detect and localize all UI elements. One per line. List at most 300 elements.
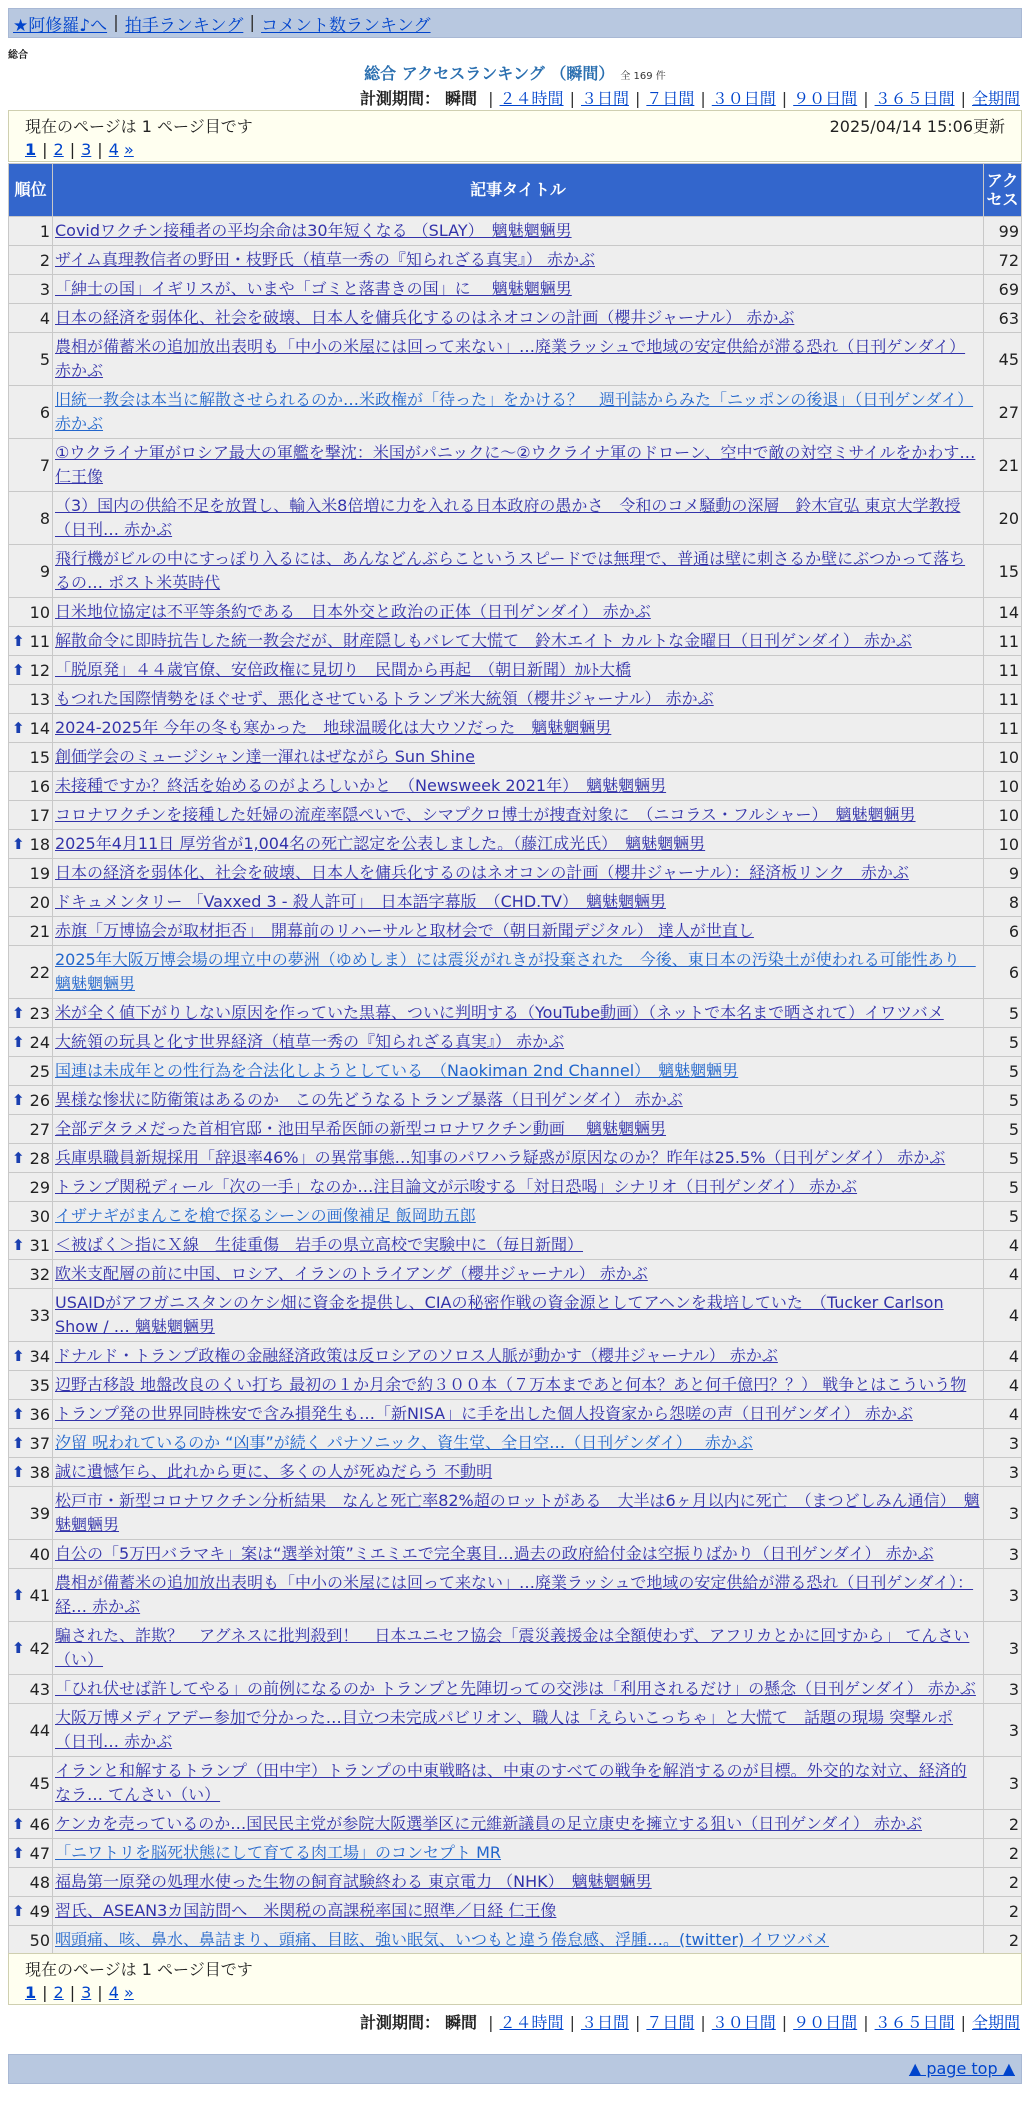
period-link[interactable]: 全期間 xyxy=(971,89,1020,108)
rank-number: 6 xyxy=(39,402,50,422)
title-cell xyxy=(53,772,984,801)
rank-number: 28 xyxy=(29,1148,50,1168)
title-cell xyxy=(53,999,984,1028)
next-page-link[interactable]: » xyxy=(123,1983,134,2002)
rank-cell xyxy=(9,1926,53,1955)
article-link[interactable]: 未接種ですか？終活を始めるのがよろしいかと （Newsweek 2021年） 魑魅魍魎男 xyxy=(55,776,667,795)
access-count: 5 xyxy=(984,1028,1022,1057)
access-count: 4 xyxy=(984,1342,1022,1371)
rank-cell xyxy=(9,1289,53,1342)
rank-cell xyxy=(9,1540,53,1569)
rank-cell xyxy=(9,888,53,917)
article-link[interactable]: 2024-2025年 今年の冬も寒かった 地球温暖化は大ウソだった 魑魅魍魎男 xyxy=(55,718,612,737)
article-link[interactable]: ドナルド・トランプ政権の金融経済政策は反ロシアのソロス人脈が動かす（櫻井ジャーナル） 赤かぶ xyxy=(55,1346,778,1365)
period-separator: | xyxy=(569,89,575,108)
period-current: 瞬間 xyxy=(445,89,478,108)
rank-cell xyxy=(9,598,53,627)
period-link[interactable]: ２４時間 xyxy=(499,89,564,108)
article-link[interactable]: ケンカを売っているのか…国民民主党が参院大阪選挙区に元維新議員の足立康史を擁立する狙い（日刊ゲンダイ） 赤かぶ xyxy=(55,1814,923,1833)
rank-number: 13 xyxy=(29,689,50,709)
article-link[interactable]: 習氏、ASEAN3カ国訪問へ 米関税の高課税率国に照準／日経 仁王像 xyxy=(55,1901,557,1920)
article-link[interactable]: ドキュメンタリー 「Vaxxed 3 - 殺人許可」 日本語字幕版 （CHD.TV） 魑魅魍魎男 xyxy=(55,892,666,911)
table-row xyxy=(9,1757,1022,1810)
table-row xyxy=(9,246,1022,275)
rank-number: 32 xyxy=(29,1264,50,1284)
access-count: 99 xyxy=(984,217,1022,246)
article-link[interactable]: ①ウクライナ軍がロシア最大の軍艦を撃沈：米国がパニックに～②ウクライナ軍のドローン、空中で敵の対空ミサイルをかわす… 仁王像 xyxy=(55,443,976,486)
article-link[interactable]: トランプ発の世界同時株安で含み損発生も…「新NISA」に手を出した個人投資家から怨嗟の声（日刊ゲンダイ） 赤かぶ xyxy=(55,1404,913,1423)
rank-number: 7 xyxy=(39,455,50,475)
rank-up-arrow-icon: ⬆ xyxy=(12,1434,25,1452)
article-link[interactable]: 「脱原発」４４歳官僚、安倍政権に見切り 民間から再起 （朝日新聞）ｶﾙﾄ大橋 xyxy=(55,660,632,679)
rank-cell xyxy=(9,743,53,772)
access-count: 2 xyxy=(984,1810,1022,1839)
table-row xyxy=(9,1231,1022,1260)
table-row xyxy=(9,1897,1022,1926)
access-count: 45 xyxy=(984,333,1022,386)
table-row xyxy=(9,1704,1022,1757)
title-cell xyxy=(53,1371,984,1400)
table-row xyxy=(9,1839,1022,1868)
table-row xyxy=(9,598,1022,627)
title-cell xyxy=(53,1173,984,1202)
access-count: 6 xyxy=(984,917,1022,946)
page-separator: | xyxy=(42,140,48,159)
access-count: 5 xyxy=(984,1086,1022,1115)
table-header-row xyxy=(9,164,1022,217)
rank-number: 45 xyxy=(29,1773,50,1793)
rank-cell xyxy=(9,1260,53,1289)
title-cell xyxy=(53,1810,984,1839)
rank-cell xyxy=(9,830,53,859)
period-link[interactable]: ２４時間 xyxy=(499,2013,564,2032)
page-separator: | xyxy=(42,1983,48,2002)
title-cell xyxy=(53,830,984,859)
article-link[interactable]: 日米地位協定は不平等条約である 日本外交と政治の正体（日刊ゲンダイ） 赤かぶ xyxy=(55,602,651,621)
access-count: 3 xyxy=(984,1487,1022,1540)
rank-cell xyxy=(9,1622,53,1675)
period-link[interactable]: ７日間 xyxy=(646,89,695,108)
period-link[interactable]: ３６５日間 xyxy=(874,89,955,108)
period-separator: | xyxy=(700,2013,706,2032)
rank-number: 19 xyxy=(29,863,50,883)
table-row xyxy=(9,1487,1022,1540)
table-row xyxy=(9,627,1022,656)
rank-cell xyxy=(9,714,53,743)
title-cell xyxy=(53,1231,984,1260)
period-link[interactable]: ３日間 xyxy=(580,89,629,108)
page-separator: | xyxy=(69,1983,76,2002)
rank-number: 17 xyxy=(29,805,50,825)
table-row xyxy=(9,217,1022,246)
article-link[interactable]: （3）国内の供給不足を放置し、輸入米8倍増に力を入れる日本政府の愚かさ 令和のコメ騒動の深層 鈴木宣弘 東京大学教授（日刊… 赤かぶ xyxy=(55,496,961,539)
rank-up-arrow-icon: ⬆ xyxy=(12,1004,25,1022)
table-row xyxy=(9,830,1022,859)
article-link[interactable]: 誠に遺憾乍ら、此れから更に、多くの人が死ぬだらう 不動明 xyxy=(55,1462,493,1481)
rank-number: 43 xyxy=(29,1679,50,1699)
rank-cell xyxy=(9,1487,53,1540)
table-row xyxy=(9,917,1022,946)
rank-up-arrow-icon: ⬆ xyxy=(12,1347,25,1365)
table-row xyxy=(9,1289,1022,1342)
table-row xyxy=(9,1342,1022,1371)
title-cell xyxy=(53,1144,984,1173)
title-cell xyxy=(53,946,984,999)
article-link[interactable]: 辺野古移設 地盤改良のくい打ち 最初の１か月余で約３００本（７万本まであと何本？あと何千億円？？） 戦争とはこういう物 xyxy=(55,1375,967,1394)
title-cell xyxy=(53,1057,984,1086)
title-cell xyxy=(53,1086,984,1115)
article-link[interactable]: 2025年4月11日 厚労省が1,004名の死亡認定を公表しました。（藤江成光氏） 魑魅魍魎男 xyxy=(55,834,706,853)
rank-number: 38 xyxy=(29,1462,50,1482)
rank-number: 24 xyxy=(29,1032,50,1052)
rank-up-arrow-icon: ⬆ xyxy=(12,835,25,853)
article-link[interactable]: 汐留 呪われているのか “凶事”が続く パナソニック、資生堂、全日空…（日刊ゲンダイ） 赤かぶ xyxy=(55,1433,753,1452)
rank-cell xyxy=(9,1342,53,1371)
period-link[interactable]: 全期間 xyxy=(971,2013,1020,2032)
rank-number: 20 xyxy=(29,892,50,912)
article-link[interactable]: もつれた国際情勢をほぐせず、悪化させているトランプ米大統領（櫻井ジャーナル） 赤かぶ xyxy=(55,689,714,708)
title-cell xyxy=(53,1622,984,1675)
rank-number: 40 xyxy=(29,1544,50,1564)
rank-up-arrow-icon: ⬆ xyxy=(12,1586,25,1604)
rank-up-arrow-icon: ⬆ xyxy=(12,1815,25,1833)
rank-number: 35 xyxy=(29,1375,50,1395)
home-link[interactable]: ★阿修羅♪へ xyxy=(13,15,108,36)
pagination xyxy=(25,1983,1005,2002)
page-link[interactable]: 4 xyxy=(108,1983,119,2002)
page-link[interactable]: 2 xyxy=(53,140,64,159)
total-count: 全 169 件 xyxy=(620,71,666,82)
title-cell xyxy=(53,859,984,888)
rank-number: 25 xyxy=(29,1061,50,1081)
title-cell xyxy=(53,333,984,386)
rank-cell xyxy=(9,685,53,714)
period-link[interactable]: ７日間 xyxy=(646,2013,695,2032)
rank-number: 22 xyxy=(29,962,50,982)
period-separator: | xyxy=(781,2013,788,2032)
page-top-link[interactable]: ▲ page top ▲ xyxy=(908,2059,1015,2078)
period-separator: | xyxy=(863,89,869,108)
rank-number: 42 xyxy=(29,1638,50,1658)
article-link[interactable]: 欧米支配層の前に中国、ロシア、イランのトライアング（櫻井ジャーナル） 赤かぶ xyxy=(55,1264,648,1283)
table-row xyxy=(9,1371,1022,1400)
rank-number: 14 xyxy=(29,718,50,738)
article-link[interactable]: 農相が備蓄米の追加放出表明も「中小の米屋には回って来ない」…廃業ラッシュで地域の安定供給が滞る恐れ（日刊ゲンダイ）：経… 赤かぶ xyxy=(55,1573,974,1616)
access-count: 3 xyxy=(984,1540,1022,1569)
table-row xyxy=(9,1144,1022,1173)
article-link[interactable]: 「紳士の国」イギリスが、いまや「ゴミと落書きの国」に 魑魅魍魎男 xyxy=(55,279,572,298)
access-count: 2 xyxy=(984,1839,1022,1868)
rank-number: 2 xyxy=(39,250,50,270)
rank-up-arrow-icon: ⬆ xyxy=(12,1844,25,1862)
rank-cell xyxy=(9,859,53,888)
article-link[interactable]: ザイム真理教信者の野田・枝野氏（植草一秀の『知られざる真実』） 赤かぶ xyxy=(55,250,595,269)
period-separator: | xyxy=(634,89,641,108)
rank-number: 47 xyxy=(29,1843,50,1863)
rank-number: 46 xyxy=(29,1814,50,1834)
access-count: 5 xyxy=(984,1202,1022,1231)
access-count: 21 xyxy=(984,439,1022,492)
rank-up-arrow-icon: ⬆ xyxy=(12,1405,25,1423)
article-link[interactable]: 大阪万博メディアデー参加で分かった…目立つ未完成パビリオン、職人は「えらいこっちゃ」と大慌て 話題の現場 突撃ルポ（日刊… 赤かぶ xyxy=(55,1708,954,1751)
article-link[interactable]: 騙された、詐欺？ アグネスに批判殺到！ 日本ユニセフ協会「震災義援金は全額使わず、アフリカとかに回すから」 てんさい（い） xyxy=(55,1626,970,1669)
period-current: 瞬間 xyxy=(445,2013,478,2032)
access-count: 10 xyxy=(984,743,1022,772)
rank-up-arrow-icon: ⬆ xyxy=(12,1902,25,1920)
title-cell xyxy=(53,685,984,714)
access-count: 5 xyxy=(984,1115,1022,1144)
nav-separator: | xyxy=(249,13,256,33)
title-cell xyxy=(53,1400,984,1429)
access-count: 9 xyxy=(984,859,1022,888)
top-nav-bar xyxy=(8,8,1022,38)
title-cell xyxy=(53,1868,984,1897)
rank-cell xyxy=(9,1458,53,1487)
article-link[interactable]: 自公の「5万円バラマキ」案は“選挙対策”ミエミエで完全裏目…過去の政府給付金は空振りばかり（日刊ゲンダイ） 赤かぶ xyxy=(55,1544,934,1563)
table-row xyxy=(9,1569,1022,1622)
rank-cell xyxy=(9,627,53,656)
article-link[interactable]: 2025年大阪万博会場の埋立中の夢洲（ゆめしま）には震災がれきが投棄された 今後、東日本の汚染土が使われる可能性あり 魑魅魍魎男 xyxy=(55,950,976,993)
title-cell xyxy=(53,888,984,917)
rank-cell xyxy=(9,1057,53,1086)
access-count: 14 xyxy=(984,598,1022,627)
article-link[interactable]: 異様な惨状に防衛策はあるのか この先どうなるトランプ暴落（日刊ゲンダイ） 赤かぶ xyxy=(55,1090,683,1109)
period-separator: | xyxy=(960,89,966,108)
table-row xyxy=(9,743,1022,772)
title-cell xyxy=(53,1757,984,1810)
page-link[interactable]: 4 xyxy=(108,140,119,159)
title-cell xyxy=(53,246,984,275)
access-count: 69 xyxy=(984,275,1022,304)
title-cell xyxy=(53,1429,984,1458)
table-row xyxy=(9,304,1022,333)
rank-number: 3 xyxy=(39,279,50,299)
current-page-text: 現在のページは 1 ページ目です xyxy=(25,117,253,136)
table-row xyxy=(9,714,1022,743)
table-row xyxy=(9,1260,1022,1289)
table-row xyxy=(9,1400,1022,1429)
rank-header: 順位 xyxy=(9,164,53,217)
current-page-text: 現在のページは 1 ページ目です xyxy=(25,1960,253,1979)
rank-cell xyxy=(9,1400,53,1429)
rank-number: 39 xyxy=(29,1503,50,1523)
period-link[interactable]: ３０日間 xyxy=(711,2013,776,2032)
access-count: 11 xyxy=(984,685,1022,714)
rank-number: 23 xyxy=(29,1003,50,1023)
rank-cell xyxy=(9,1202,53,1231)
rank-up-arrow-icon: ⬆ xyxy=(12,1236,25,1254)
title-cell xyxy=(53,275,984,304)
title-cell xyxy=(53,1115,984,1144)
article-link[interactable]: 日本の経済を弱体化、社会を破壊、日本人を傭兵化するのはネオコンの計画（櫻井ジャーナル）：経済板リンク 赤かぶ xyxy=(55,863,909,882)
article-link[interactable]: イザナギがまんこを槍で探るシーンの画像補足 飯岡助五郎 xyxy=(55,1206,476,1225)
title-cell xyxy=(53,1926,984,1955)
title-cell xyxy=(53,386,984,439)
article-link[interactable]: 創価学会のミュージシャン達一渾れはぜながら Sun Shine xyxy=(55,747,475,766)
access-count: 20 xyxy=(984,492,1022,545)
title-cell xyxy=(53,743,984,772)
period-selector-top xyxy=(360,86,1020,109)
rank-number: 4 xyxy=(39,308,50,328)
period-link[interactable]: ３日間 xyxy=(580,2013,629,2032)
updated-time: 2025/04/14 15:06更新 xyxy=(829,117,1005,136)
rank-number: 18 xyxy=(29,834,50,854)
title-cell xyxy=(53,1028,984,1057)
rank-up-arrow-icon: ⬆ xyxy=(12,719,25,737)
rank-number: 31 xyxy=(29,1235,50,1255)
rank-up-arrow-icon: ⬆ xyxy=(12,1033,25,1051)
rank-cell xyxy=(9,1144,53,1173)
article-link[interactable]: Covidワクチン接種者の平均余命は30年短くなる （SLAY） 魑魅魍魎男 xyxy=(55,221,572,240)
rank-number: 48 xyxy=(29,1872,50,1892)
period-separator: | xyxy=(488,2013,494,2032)
access-count: 11 xyxy=(984,627,1022,656)
title-cell xyxy=(53,1839,984,1868)
page-separator: | xyxy=(97,1983,103,2002)
rank-up-arrow-icon: ⬆ xyxy=(12,1463,25,1481)
article-link[interactable]: 農相が備蓄米の追加放出表明も「中小の米屋には回って来ない」…廃業ラッシュで地域の安定供給が滞る恐れ（日刊ゲンダイ） 赤かぶ xyxy=(55,337,966,380)
table-row xyxy=(9,999,1022,1028)
page-link[interactable]: 2 xyxy=(53,1983,64,2002)
title-cell xyxy=(53,1458,984,1487)
page-link[interactable]: 3 xyxy=(81,1983,92,2002)
article-link[interactable]: 松戸市・新型コロナワクチン分析結果 なんと死亡率82%超のロットがある 大半は6ヶ月以内に死亡 （まつどしみん通信） 魑魅魍魎男 xyxy=(55,1491,980,1534)
table-row xyxy=(9,656,1022,685)
rank-cell xyxy=(9,1371,53,1400)
article-link[interactable]: トランプ関税ディール「次の一手」なのか…注目論文が示唆する「対日恐喝」シナリオ（日刊ゲンダイ） 赤かぶ xyxy=(55,1177,858,1196)
rank-cell xyxy=(9,772,53,801)
article-link[interactable]: 米が全く値下がりしない原因を作っていた黒幕、ついに判明する（YouTube動画）（ネットで本名まで晒されて）イワツバメ xyxy=(55,1003,944,1022)
table-row xyxy=(9,1086,1022,1115)
rank-number: 37 xyxy=(29,1433,50,1453)
period-label: 計測期間： xyxy=(359,89,440,108)
page-link-current[interactable]: 1 xyxy=(25,140,37,159)
article-link[interactable]: 「ひれ伏せば許してやる」の前例になるのか トランプと先陣切っての交渉は「利用されるだけ」の懸念（日刊ゲンダイ） 赤かぶ xyxy=(55,1679,976,1698)
rank-cell xyxy=(9,946,53,999)
table-row xyxy=(9,1810,1022,1839)
access-count: 4 xyxy=(984,1260,1022,1289)
rank-number: 50 xyxy=(29,1930,50,1950)
period-link[interactable]: ３０日間 xyxy=(711,89,776,108)
article-link[interactable]: 大統領の玩具と化す世界経済（植草一秀の『知られざる真実』） 赤かぶ xyxy=(55,1032,565,1051)
page-link[interactable]: 3 xyxy=(81,140,92,159)
article-link[interactable]: 日本の経済を弱体化、社会を破壊、日本人を傭兵化するのはネオコンの計画（櫻井ジャーナル） 赤かぶ xyxy=(55,308,795,327)
article-link[interactable]: 旧統一教会は本当に解散させられるのか…米政権が「待った」をかける？ 週刊誌からみた「ニッポンの後退」（日刊ゲンダイ） 赤かぶ xyxy=(55,390,974,433)
access-count: 4 xyxy=(984,1289,1022,1342)
period-selector-bottom xyxy=(360,2010,1020,2033)
article-link[interactable]: 全部デタラメだった首相官邸・池田早希医師の新型コロナワクチン動画 魑魅魍魎男 xyxy=(55,1119,667,1138)
rank-number: 10 xyxy=(29,602,50,622)
article-link[interactable]: 赤旗「万博協会が取材拒否」 開幕前のリハーサルと取材会で（朝日新聞デジタル） 達人が世直し xyxy=(55,921,754,940)
table-row xyxy=(9,275,1022,304)
rank-number: 8 xyxy=(39,508,50,528)
title-cell xyxy=(53,917,984,946)
applause-ranking-link[interactable]: 拍手ランキング xyxy=(124,15,244,36)
table-row xyxy=(9,801,1022,830)
article-link[interactable]: 「ニワトリを脳死状態にして育てる肉工場」のコンセプト MR xyxy=(55,1843,502,1862)
title-cell xyxy=(53,217,984,246)
period-separator: | xyxy=(863,2013,869,2032)
rank-up-arrow-icon: ⬆ xyxy=(12,1149,25,1167)
article-link[interactable]: 兵庫県職員新規採用「辞退率46%」の異常事態…知事のパワハラ疑惑が原因なのか？昨年は25.5%（日刊ゲンダイ） 赤かぶ xyxy=(55,1148,946,1167)
rank-number: 9 xyxy=(39,561,50,581)
rank-cell xyxy=(9,492,53,545)
period-separator: | xyxy=(634,2013,641,2032)
table-row xyxy=(9,1057,1022,1086)
article-link[interactable]: 咽頭痛、咳、鼻水、鼻詰まり、頭痛、目眩、強い眠気、いつもと違う倦怠感、浮腫…。(twitter) イワツバメ xyxy=(55,1930,830,1949)
article-link[interactable]: イランと和解するトランプ（田中宇）トランプの中東戦略は、中東のすべての戦争を解消するのが目標。外交的な対立、経済的なラ… てんさい（い） xyxy=(55,1761,967,1804)
rank-cell xyxy=(9,656,53,685)
period-link[interactable]: ９０日間 xyxy=(793,89,858,108)
rank-cell xyxy=(9,999,53,1028)
page-title-line xyxy=(0,61,1030,84)
title-cell xyxy=(53,714,984,743)
article-link[interactable]: ＜被ばく＞指にＸ線 生徒重傷 岩手の県立高校で実験中に（毎日新聞） xyxy=(55,1235,584,1254)
table-row xyxy=(9,333,1022,386)
period-link[interactable]: ９０日間 xyxy=(793,2013,858,2032)
article-link[interactable]: 解散命令に即時抗告した統一教会だが、財産隠しもバレて大慌て 鈴木エイト カルトな金曜日（日刊ゲンダイ） 赤かぶ xyxy=(55,631,912,650)
title-cell xyxy=(53,545,984,598)
access-count: 3 xyxy=(984,1622,1022,1675)
access-count: 2 xyxy=(984,1926,1022,1955)
rank-cell xyxy=(9,1429,53,1458)
period-separator: | xyxy=(488,89,494,108)
title-cell xyxy=(53,1342,984,1371)
title-cell xyxy=(53,656,984,685)
table-row xyxy=(9,1675,1022,1704)
title-cell xyxy=(53,1569,984,1622)
title-cell xyxy=(53,439,984,492)
comment-ranking-link[interactable]: コメント数ランキング xyxy=(261,15,431,36)
paging-box-top xyxy=(8,110,1022,162)
access-count: 3 xyxy=(984,1757,1022,1810)
title-cell xyxy=(53,1289,984,1342)
title-cell xyxy=(53,1704,984,1757)
rank-cell xyxy=(9,217,53,246)
table-row xyxy=(9,685,1022,714)
table-row xyxy=(9,1115,1022,1144)
article-link[interactable]: 国連は未成年との性行為を合法化しようとしている （Naokiman 2nd Channel） 魑魅魍魎男 xyxy=(55,1061,739,1080)
rank-cell xyxy=(9,1231,53,1260)
article-link[interactable]: 飛行機がビルの中にすっぽり入るには、あんなどんぶらこというスピードでは無理で、普通は壁に刺さるか壁にぶつかって落ちるの… ポスト米英時代 xyxy=(55,549,966,592)
page-link-current[interactable]: 1 xyxy=(25,1983,37,2002)
rank-cell xyxy=(9,1675,53,1704)
rank-cell xyxy=(9,1704,53,1757)
next-page-link[interactable]: » xyxy=(123,140,134,159)
table-row xyxy=(9,888,1022,917)
rank-number: 36 xyxy=(29,1404,50,1424)
ranking-table xyxy=(8,163,1022,1955)
article-link[interactable]: USAIDがアフガニスタンのケシ畑に資金を提供し、CIAの秘密作戦の資金源としてアヘンを栽培していた （Tucker Carlson Show / … 魑魅魍魎男 xyxy=(55,1293,944,1336)
rank-up-arrow-icon: ⬆ xyxy=(12,1091,25,1109)
access-count: 5 xyxy=(984,1144,1022,1173)
rank-cell xyxy=(9,1839,53,1868)
rank-number: 34 xyxy=(29,1346,50,1366)
table-row xyxy=(9,859,1022,888)
bottom-bar xyxy=(8,2054,1022,2084)
access-count: 11 xyxy=(984,714,1022,743)
article-link[interactable]: 福島第一原発の処理水使った生物の飼育試験終わる 東京電力 （NHK） 魑魅魍魎男 xyxy=(55,1872,652,1891)
article-link[interactable]: コロナワクチンを接種した妊婦の流産率隠ぺいで、シマプクロ博士が捜査対象に （ニコラス・フルシャー） 魑魅魍魎男 xyxy=(55,805,916,824)
rank-number: 29 xyxy=(29,1177,50,1197)
period-link[interactable]: ３６５日間 xyxy=(874,2013,955,2032)
table-row xyxy=(9,492,1022,545)
title-cell xyxy=(53,1675,984,1704)
access-count: 15 xyxy=(984,545,1022,598)
rank-up-arrow-icon: ⬆ xyxy=(12,632,25,650)
rank-number: 41 xyxy=(29,1585,50,1605)
title-cell xyxy=(53,1487,984,1540)
